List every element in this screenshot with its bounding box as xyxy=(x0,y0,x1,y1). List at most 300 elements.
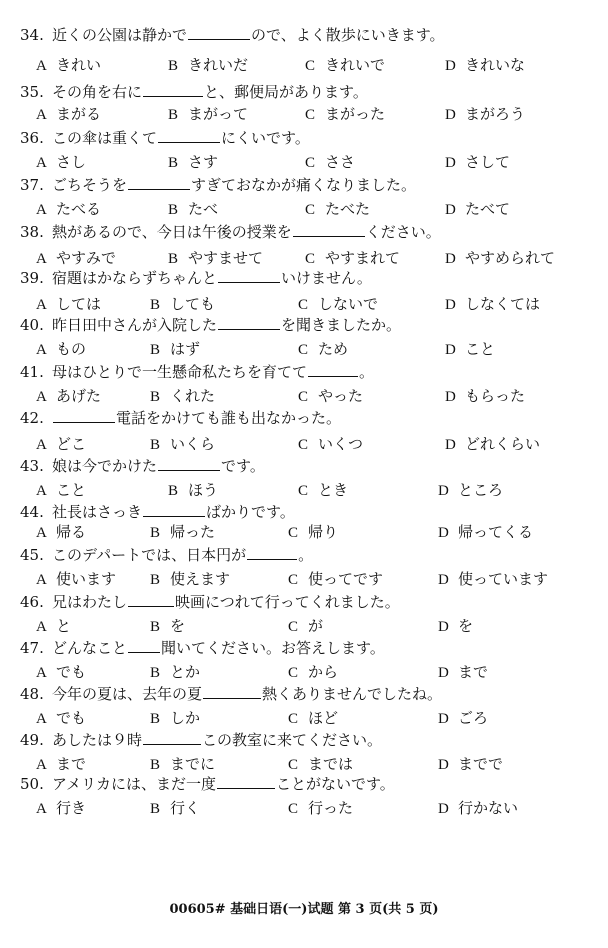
answer-blank xyxy=(218,317,280,330)
options-row xyxy=(0,152,608,172)
question-text-before-blank: 今年の夏は、去年の夏 xyxy=(52,685,203,703)
option-letter: A xyxy=(36,525,47,541)
option-a xyxy=(36,798,86,819)
question-text-before-blank: 社長はさっき xyxy=(52,503,143,521)
option-text: やすめられて xyxy=(465,249,556,267)
option-text: さして xyxy=(465,153,511,171)
answer-blank xyxy=(143,732,201,745)
option-b xyxy=(150,434,215,455)
option-letter: D xyxy=(445,297,456,313)
question-stem xyxy=(20,638,385,658)
option-b xyxy=(168,104,248,125)
question-text-before-blank: アメリカには、まだ一度 xyxy=(52,775,216,793)
option-text: さす xyxy=(188,153,219,171)
option-d xyxy=(438,616,473,637)
option-text: と xyxy=(56,617,72,635)
option-d xyxy=(445,434,540,455)
option-letter: B xyxy=(168,483,179,499)
option-letter: C xyxy=(298,389,309,405)
option-letter: D xyxy=(445,342,456,358)
option-d xyxy=(445,386,525,407)
option-letter: D xyxy=(438,525,449,541)
option-c xyxy=(288,616,323,637)
option-text: たべる xyxy=(56,200,102,218)
answer-blank xyxy=(158,458,220,471)
question-stem xyxy=(20,362,374,382)
question-text-before-blank: この傘は重くて xyxy=(52,129,158,147)
question-number: 46. xyxy=(20,593,44,611)
question-text-after-blank: です。 xyxy=(221,457,265,475)
question-text-after-blank: ので、よく散歩にいきます。 xyxy=(251,26,445,44)
question-stem xyxy=(20,684,442,704)
option-letter: A xyxy=(36,202,47,218)
answer-blank xyxy=(247,547,297,560)
answer-blank xyxy=(203,686,261,699)
question-text-after-blank: ことがないです。 xyxy=(275,775,395,793)
option-letter: A xyxy=(36,483,47,499)
option-c xyxy=(298,434,363,455)
question-text-after-blank: を聞きましたか。 xyxy=(281,316,402,334)
option-c xyxy=(305,104,385,125)
option-letter: D xyxy=(445,202,456,218)
option-letter: A xyxy=(36,297,47,313)
option-letter: D xyxy=(445,251,456,267)
question-text-before-blank: 宿題はかならずちゃんと xyxy=(52,269,218,287)
option-letter: D xyxy=(445,437,456,453)
question-text-before-blank: 近くの公園は静かで xyxy=(52,26,188,44)
answer-blank xyxy=(143,84,203,97)
question-text-after-blank: 聞いてください。お答えします。 xyxy=(161,639,385,657)
option-letter: D xyxy=(438,711,449,727)
answer-blank xyxy=(128,177,190,190)
option-c xyxy=(298,339,348,360)
answer-blank xyxy=(158,130,220,143)
option-letter: D xyxy=(438,619,449,635)
option-text: やすまれて xyxy=(325,249,401,267)
options-row xyxy=(0,798,608,818)
question-text-after-blank: 電話をかけても誰も出なかった。 xyxy=(116,409,342,427)
question-text-before-blank: このデパートでは、日本円が xyxy=(52,546,247,564)
option-text: いくら xyxy=(170,435,216,453)
options-row xyxy=(0,386,608,406)
option-b xyxy=(150,294,215,315)
option-letter: D xyxy=(445,155,456,171)
question-stem xyxy=(20,175,416,195)
question-stem xyxy=(20,408,341,428)
option-letter: C xyxy=(298,297,309,313)
option-d xyxy=(445,248,555,269)
option-letter: A xyxy=(36,389,47,405)
option-c xyxy=(288,522,338,543)
question-text-after-blank: すぎておなかが痛くなりました。 xyxy=(191,176,417,194)
option-text: 行く xyxy=(170,799,201,817)
option-a xyxy=(36,294,101,315)
option-letter: B xyxy=(168,251,179,267)
option-c xyxy=(288,708,338,729)
option-text: まがる xyxy=(56,105,102,123)
option-letter: D xyxy=(445,58,456,74)
question-text-after-blank: いけません。 xyxy=(281,269,372,287)
option-text: きれい xyxy=(56,56,102,74)
option-c xyxy=(298,294,378,315)
option-letter: B xyxy=(168,202,179,218)
option-text: 帰る xyxy=(56,523,87,541)
question-number: 49. xyxy=(20,731,44,749)
option-letter: C xyxy=(298,483,309,499)
question-number: 44. xyxy=(20,503,44,521)
answer-blank xyxy=(128,594,174,607)
option-c xyxy=(305,248,400,269)
option-a xyxy=(36,569,116,590)
option-letter: B xyxy=(168,58,179,74)
answer-blank xyxy=(143,504,205,517)
option-text: 行かない xyxy=(458,799,519,817)
option-text: しても xyxy=(170,295,216,313)
question-text-before-blank: 娘は今でかけた xyxy=(52,457,158,475)
question-number: 47. xyxy=(20,639,44,657)
question-text-after-blank: 映画につれて行ってくれました。 xyxy=(175,593,400,611)
option-letter: A xyxy=(36,572,47,588)
answer-blank xyxy=(308,364,358,377)
question-text-after-blank: ください。 xyxy=(365,223,441,241)
question-number: 45. xyxy=(20,546,44,564)
options-row xyxy=(0,199,608,219)
option-d xyxy=(445,339,495,360)
option-d xyxy=(445,294,540,315)
option-a xyxy=(36,434,86,455)
question-stem xyxy=(20,25,445,45)
option-b xyxy=(168,152,218,173)
option-text: きれいで xyxy=(325,56,386,74)
option-text: くれた xyxy=(170,387,216,405)
option-letter: A xyxy=(36,619,47,635)
question-stem xyxy=(20,456,265,476)
option-letter: C xyxy=(305,107,316,123)
option-text: を xyxy=(170,617,186,635)
option-letter: C xyxy=(288,665,299,681)
question-number: 37. xyxy=(20,176,44,194)
question-stem xyxy=(20,128,310,148)
question-text-before-blank: 母はひとりで一生懸命私たちを育てて xyxy=(52,363,308,381)
option-text: こと xyxy=(56,481,87,499)
option-text: とか xyxy=(170,663,201,681)
option-letter: C xyxy=(288,801,299,817)
options-row xyxy=(0,754,608,774)
option-b xyxy=(168,480,218,501)
option-letter: D xyxy=(438,757,449,773)
option-letter: B xyxy=(150,757,161,773)
question-text-after-blank: と、郵便局があります。 xyxy=(204,83,368,101)
option-text: しか xyxy=(170,709,201,727)
option-text: どこ xyxy=(56,435,87,453)
question-number: 43. xyxy=(20,457,44,475)
question-stem xyxy=(20,502,295,522)
answer-blank xyxy=(188,27,250,40)
option-letter: C xyxy=(288,757,299,773)
question-text-after-blank: ばかりです。 xyxy=(206,503,295,521)
options-row xyxy=(0,434,608,454)
option-letter: C xyxy=(288,711,299,727)
question-stem xyxy=(20,592,400,612)
option-a xyxy=(36,104,101,125)
option-text: でも xyxy=(56,663,87,681)
options-row xyxy=(0,294,608,314)
option-letter: C xyxy=(298,342,309,358)
options-row xyxy=(0,662,608,682)
question-text-before-blank: 兄はわたし xyxy=(52,593,128,611)
option-text: 使えます xyxy=(170,570,231,588)
option-letter: C xyxy=(288,525,299,541)
question-number: 41. xyxy=(20,363,44,381)
option-letter: D xyxy=(438,483,449,499)
option-letter: D xyxy=(438,801,449,817)
option-a xyxy=(36,55,101,76)
question-text-after-blank: この教室に来てください。 xyxy=(202,731,383,749)
question-text-before-blank: その角を右に xyxy=(52,83,143,101)
option-d xyxy=(438,662,488,683)
option-text: まで xyxy=(458,663,489,681)
option-letter: C xyxy=(288,572,299,588)
question-number: 42. xyxy=(20,409,44,427)
option-text: やった xyxy=(318,387,364,405)
option-b xyxy=(150,798,200,819)
option-c xyxy=(288,798,353,819)
option-text: 帰り xyxy=(308,523,339,541)
option-text: いくつ xyxy=(318,435,364,453)
option-text: やすませて xyxy=(188,249,264,267)
option-text: 行き xyxy=(56,799,87,817)
option-a xyxy=(36,152,86,173)
options-row xyxy=(0,708,608,728)
option-text: どれくらい xyxy=(465,435,541,453)
option-letter: B xyxy=(150,572,161,588)
option-text: までは xyxy=(308,755,354,773)
question-text-after-blank: 。 xyxy=(298,546,314,564)
option-text: こと xyxy=(465,340,496,358)
question-number: 38. xyxy=(20,223,44,241)
option-text: を xyxy=(458,617,474,635)
option-a xyxy=(36,522,86,543)
option-d xyxy=(445,199,510,220)
option-d xyxy=(438,522,533,543)
option-letter: D xyxy=(438,572,449,588)
option-b xyxy=(150,616,185,637)
option-text: しないで xyxy=(318,295,379,313)
option-letter: A xyxy=(36,437,47,453)
option-letter: A xyxy=(36,801,47,817)
option-b xyxy=(168,248,263,269)
answer-blank xyxy=(217,776,275,789)
option-d xyxy=(438,480,503,501)
option-text: もの xyxy=(56,340,87,358)
option-text: ところ xyxy=(458,481,504,499)
option-text: きれいだ xyxy=(188,56,249,74)
option-text: 使います xyxy=(56,570,117,588)
option-d xyxy=(445,152,510,173)
option-text: まがった xyxy=(325,105,386,123)
question-stem xyxy=(20,222,441,242)
question-text-before-blank: 昨日田中さんが入院した xyxy=(52,316,218,334)
question-text-before-blank: あしたは９時 xyxy=(52,731,143,749)
question-text-before-blank: ごちそうを xyxy=(52,176,128,194)
option-text: 使ってです xyxy=(308,570,384,588)
option-letter: B xyxy=(150,437,161,453)
options-row xyxy=(0,104,608,124)
question-text-after-blank: 。 xyxy=(359,363,375,381)
option-c xyxy=(305,55,385,76)
option-c xyxy=(298,480,348,501)
option-text: までに xyxy=(170,755,216,773)
answer-blank xyxy=(53,410,115,423)
option-text: ほど xyxy=(308,709,339,727)
option-text: たべて xyxy=(465,200,511,218)
option-letter: C xyxy=(305,202,316,218)
option-letter: C xyxy=(305,251,316,267)
question-stem xyxy=(20,82,368,102)
option-letter: C xyxy=(298,437,309,453)
option-d xyxy=(438,569,548,590)
option-text: しなくては xyxy=(465,295,541,313)
option-a xyxy=(36,199,101,220)
question-number: 35. xyxy=(20,83,44,101)
option-b xyxy=(150,339,200,360)
question-number: 48. xyxy=(20,685,44,703)
option-letter: B xyxy=(150,297,161,313)
question-text-after-blank: にくいです。 xyxy=(221,129,310,147)
question-text-before-blank: 熱があるので、今日は午後の授業を xyxy=(52,223,292,241)
option-text: きれいな xyxy=(465,56,526,74)
question-text-after-blank: 熱くありませんでしたね。 xyxy=(262,685,443,703)
option-letter: A xyxy=(36,342,47,358)
option-b xyxy=(168,55,248,76)
option-a xyxy=(36,480,86,501)
option-a xyxy=(36,708,86,729)
option-letter: B xyxy=(150,711,161,727)
option-text: たべ xyxy=(188,200,219,218)
answer-blank xyxy=(293,224,365,237)
question-text-before-blank: どんなこと xyxy=(52,639,128,657)
options-row xyxy=(0,248,608,268)
option-a xyxy=(36,248,116,269)
option-d xyxy=(438,798,518,819)
option-b xyxy=(150,522,215,543)
option-b xyxy=(150,754,215,775)
option-text: ため xyxy=(318,340,349,358)
option-d xyxy=(445,104,525,125)
option-a xyxy=(36,662,86,683)
option-text: しては xyxy=(56,295,102,313)
options-row xyxy=(0,55,608,75)
option-text: から xyxy=(308,663,339,681)
option-letter: B xyxy=(168,155,179,171)
options-row xyxy=(0,616,608,636)
option-letter: A xyxy=(36,155,47,171)
question-number: 40. xyxy=(20,316,44,334)
options-row xyxy=(0,480,608,500)
option-letter: A xyxy=(36,107,47,123)
question-stem xyxy=(20,315,401,335)
option-letter: D xyxy=(445,107,456,123)
option-a xyxy=(36,386,101,407)
option-letter: B xyxy=(150,389,161,405)
option-letter: C xyxy=(305,155,316,171)
question-stem xyxy=(20,774,395,794)
option-text: さし xyxy=(56,153,87,171)
option-b xyxy=(150,386,215,407)
question-stem xyxy=(20,268,372,288)
question-number: 39. xyxy=(20,269,44,287)
option-text: まがって xyxy=(188,105,249,123)
option-text: でも xyxy=(56,709,87,727)
option-d xyxy=(438,708,488,729)
question-number: 50. xyxy=(20,775,44,793)
option-text: とき xyxy=(318,481,349,499)
option-text: 帰ってくる xyxy=(458,523,534,541)
question-stem xyxy=(20,730,382,750)
option-letter: B xyxy=(150,619,161,635)
option-c xyxy=(288,569,383,590)
option-c xyxy=(288,662,338,683)
option-text: ほう xyxy=(188,481,219,499)
option-text: ごろ xyxy=(458,709,489,727)
option-text: たべた xyxy=(325,200,371,218)
option-a xyxy=(36,616,71,637)
option-letter: B xyxy=(150,525,161,541)
option-c xyxy=(288,754,353,775)
page-footer: 00605# 基础日语(一)试题 第 3 页(共 5 页) xyxy=(169,902,439,917)
option-b xyxy=(168,199,218,220)
options-row xyxy=(0,569,608,589)
option-d xyxy=(445,55,525,76)
option-letter: B xyxy=(150,342,161,358)
question-stem xyxy=(20,545,313,565)
option-text: が xyxy=(308,617,324,635)
option-letter: A xyxy=(36,251,47,267)
option-b xyxy=(150,662,200,683)
option-letter: C xyxy=(305,58,316,74)
answer-blank xyxy=(218,270,280,283)
option-letter: C xyxy=(288,619,299,635)
option-text: あげた xyxy=(56,387,102,405)
option-a xyxy=(36,339,86,360)
option-letter: B xyxy=(150,801,161,817)
option-d xyxy=(438,754,503,775)
option-letter: A xyxy=(36,711,47,727)
option-letter: D xyxy=(445,389,456,405)
option-text: まがろう xyxy=(465,105,526,123)
option-letter: A xyxy=(36,58,47,74)
option-text: 行った xyxy=(308,799,354,817)
option-text: もらった xyxy=(465,387,526,405)
option-text: やすみで xyxy=(56,249,117,267)
option-c xyxy=(298,386,363,407)
option-text: 使っています xyxy=(458,570,549,588)
option-a xyxy=(36,754,86,775)
answer-blank xyxy=(128,640,160,653)
option-c xyxy=(305,199,370,220)
option-text: ささ xyxy=(325,153,356,171)
option-letter: A xyxy=(36,665,47,681)
option-letter: D xyxy=(438,665,449,681)
options-row xyxy=(0,522,608,542)
option-letter: B xyxy=(168,107,179,123)
options-row xyxy=(0,339,608,359)
option-text: まで xyxy=(56,755,87,773)
question-number: 36. xyxy=(20,129,44,147)
option-b xyxy=(150,569,230,590)
option-letter: B xyxy=(150,665,161,681)
question-number: 34. xyxy=(20,26,44,44)
